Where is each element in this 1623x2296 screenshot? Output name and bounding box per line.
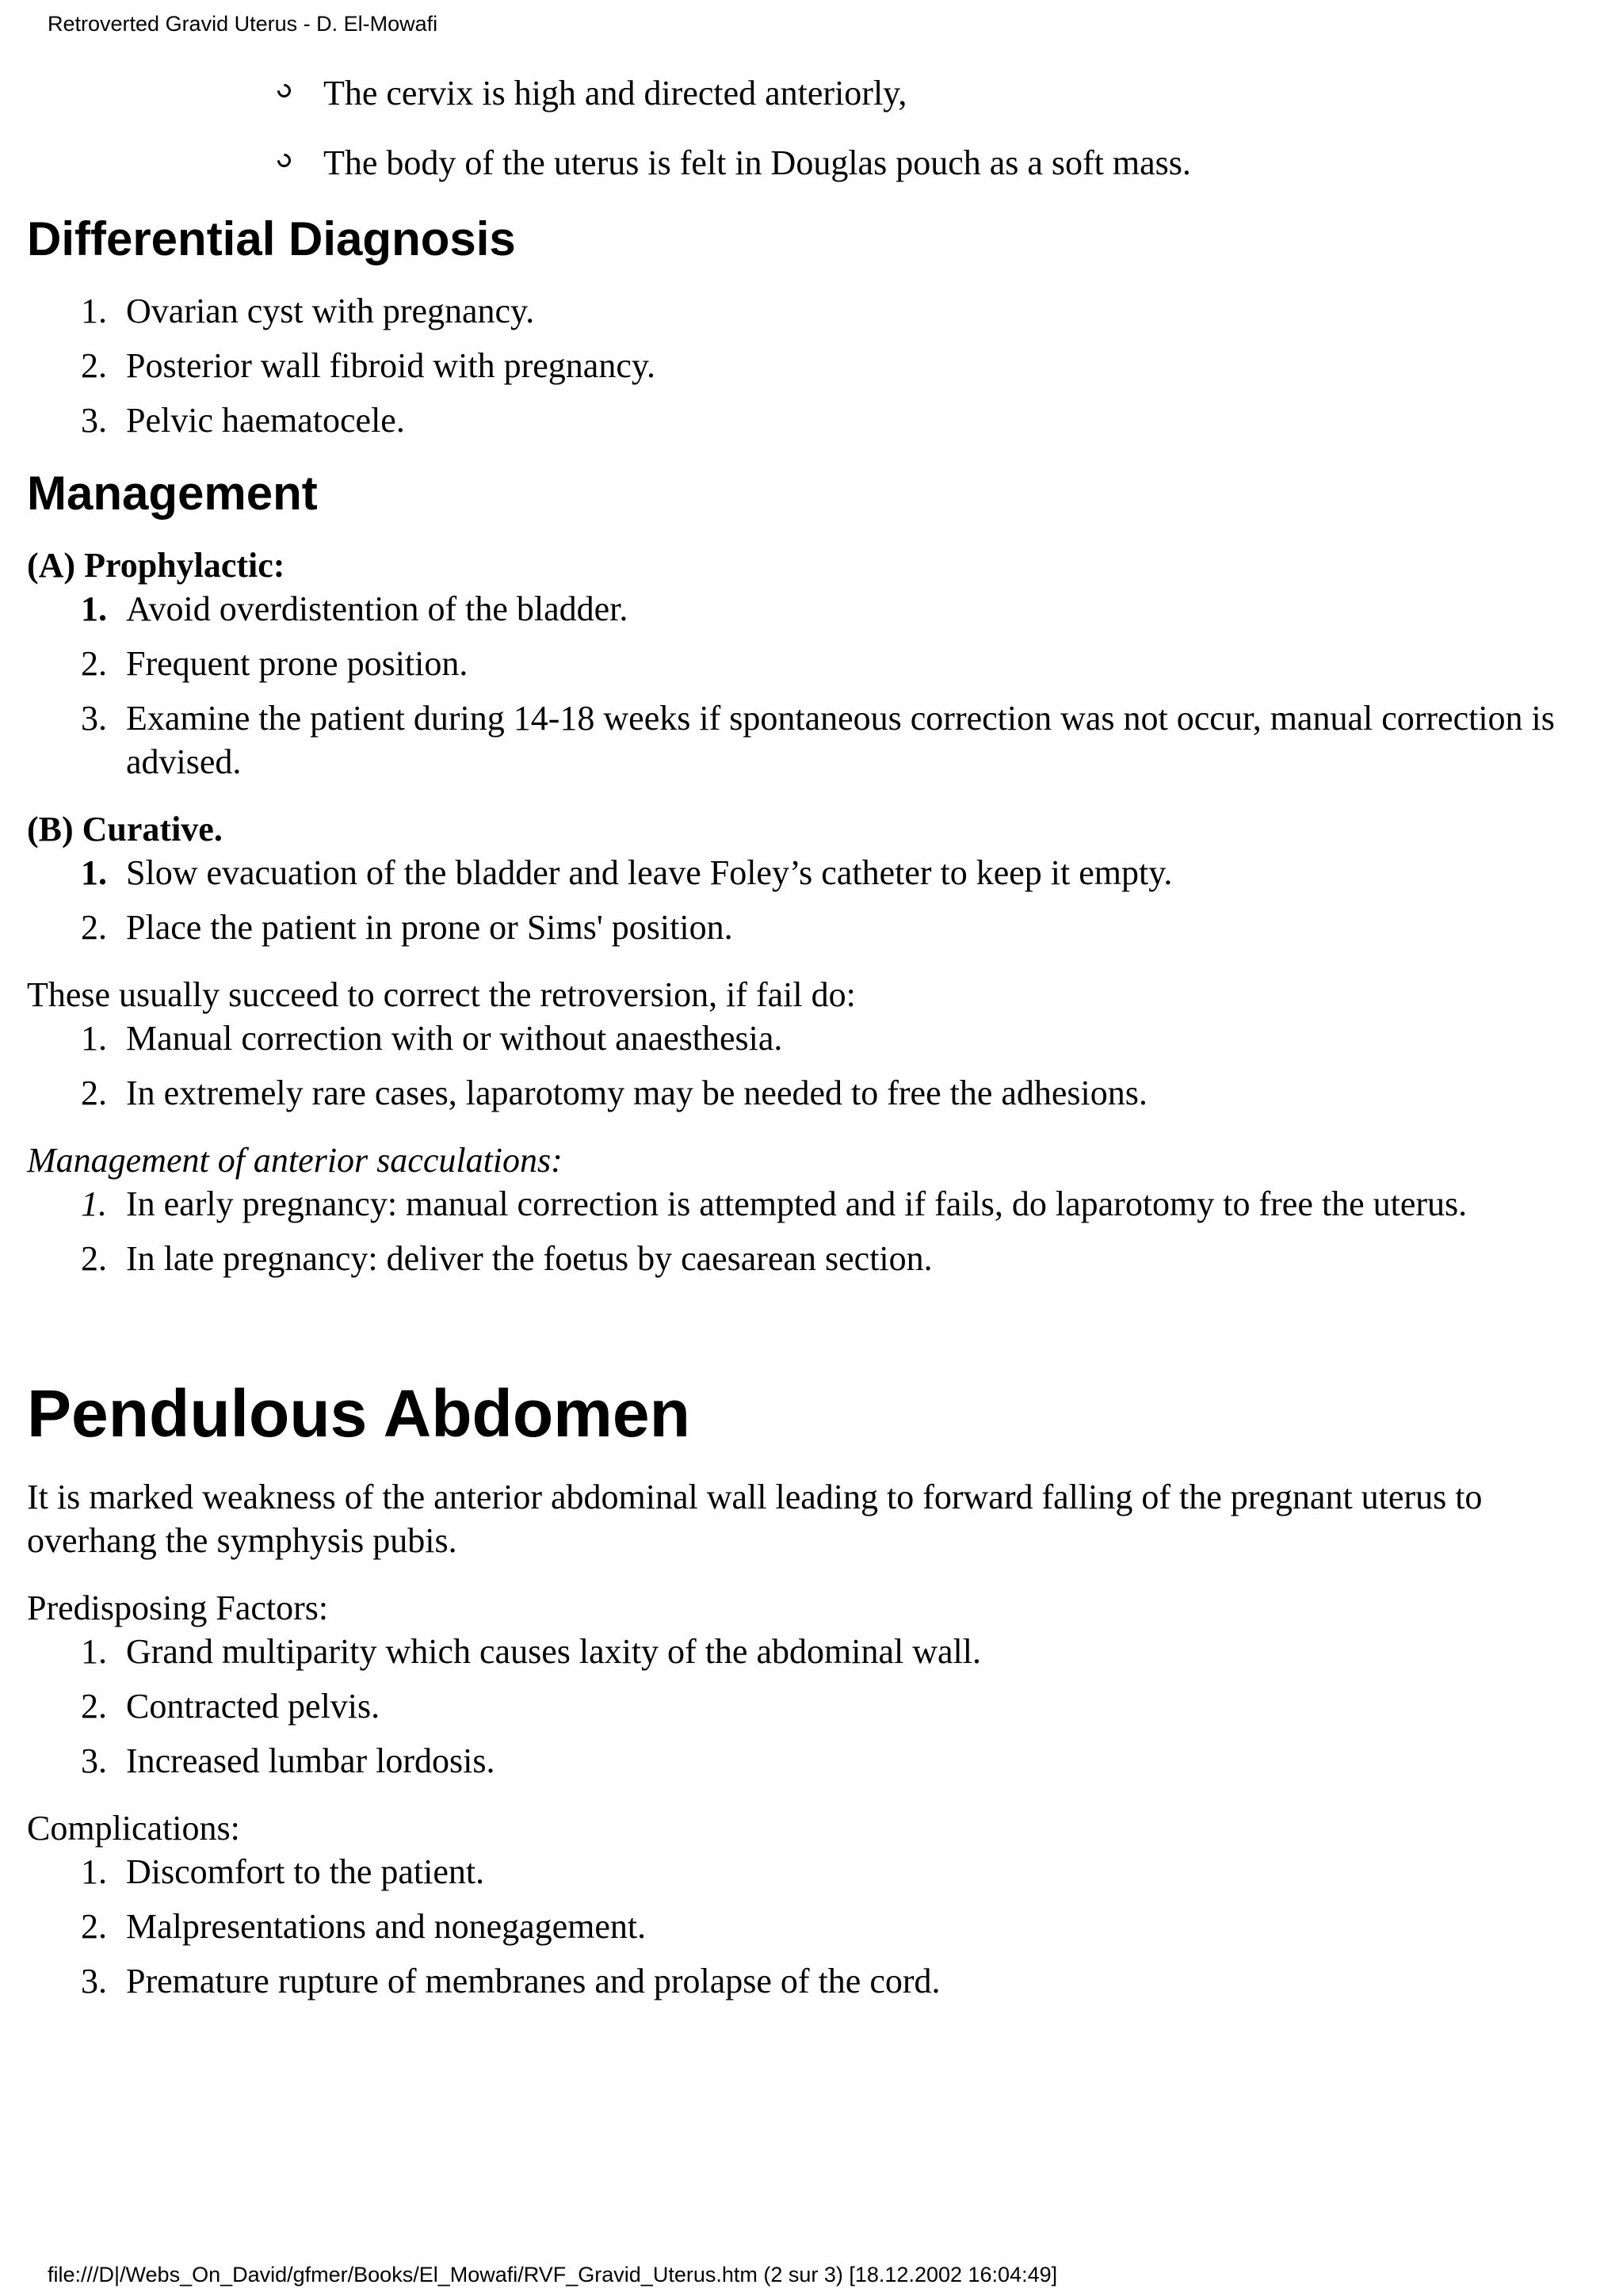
section-heading-management: Management [27,467,318,520]
circle-bullet-icon [274,81,293,100]
list-item: 2. In late pregnancy: deliver the foetus by caesarean section. [81,1239,933,1278]
page-footer-url: file:///D|/Webs_On_David/gfmer/Books/El_Mowafi/RVF_Gravid_Uterus.htm (2 sur 3) [18.12.2002 16:04:49] [48,2263,1058,2286]
list-item: The cervix is high and directed anteriorly, [277,71,1604,115]
prophylactic-list [27,587,1604,784]
document-body [27,71,1604,2027]
list-item: 1. Grand multiparity which causes laxity of the abdominal wall. [81,1632,981,1671]
list-item: 3. Premature rupture of membranes and prolapse of the cord. [81,1962,941,2000]
list-item: 2. Posterior wall fibroid with pregnancy. [81,346,655,385]
list-item: 3. Pelvic haematocele. [81,401,405,440]
fallback-list [27,1016,1604,1115]
section-spacer [27,1304,1604,1374]
list-item: 1. Discomfort to the patient. [81,1852,485,1891]
differential-list [27,289,1604,442]
predisposing-list [27,1630,1604,1783]
list-item: 3. Increased lumbar lordosis. [81,1741,495,1780]
complications-list [27,1850,1604,2003]
list-item: 1. Manual correction with or without anaesthesia. [81,1019,783,1058]
curative-label: (B) Curative. [27,810,223,849]
page-header-title: Retroverted Gravid Uterus - D. El-Mowafi [48,12,438,36]
list-item: 1. Ovarian cyst with pregnancy. [81,292,535,330]
signs-list [27,71,1604,185]
list-item: 3. Examine the patient during 14-18 weeks if spontaneous correction was not occur, manual correction is advised. [81,699,1555,781]
list-item: 2. Frequent prone position. [81,644,468,683]
section-heading-differential: Differential Diagnosis [27,212,516,265]
circle-bullet-icon [274,151,293,170]
list-item: 2. In extremely rare cases, laparotomy may be needed to free the adhesions. [81,1074,1148,1112]
complications-label: Complications: [27,1809,240,1848]
section-heading-pendulous: Pendulous Abdomen [27,1376,690,1451]
list-item: 1. In early pregnancy: manual correction is attempted and if fails, do laparotomy to free the uterus. [81,1184,1468,1223]
list-item: 2. Contracted pelvis. [81,1687,380,1726]
sacculations-label: Management of anterior sacculations: [27,1141,563,1180]
predisposing-label: Predisposing Factors: [27,1589,329,1627]
sacculations-list [27,1182,1604,1280]
fallback-intro: These usually succeed to correct the retroversion, if fail do: [27,975,856,1014]
list-item: The body of the uterus is felt in Douglas pouch as a soft mass. [277,141,1604,185]
curative-list [27,851,1604,949]
list-item: 1. Slow evacuation of the bladder and leave Foley’s catheter to keep it empty. [81,853,1173,892]
pendulous-definition: It is marked weakness of the anterior abdominal wall leading to forward falling of the pregnant uterus to overhang the symphysis pubis. [27,1478,1483,1560]
list-item: 2. Place the patient in prone or Sims' position. [81,908,733,947]
list-item: 2. Malpresentations and nonegagement. [81,1907,647,1946]
list-item: 1. Avoid overdistention of the bladder. [81,589,628,628]
prophylactic-label: (A) Prophylactic: [27,546,285,585]
